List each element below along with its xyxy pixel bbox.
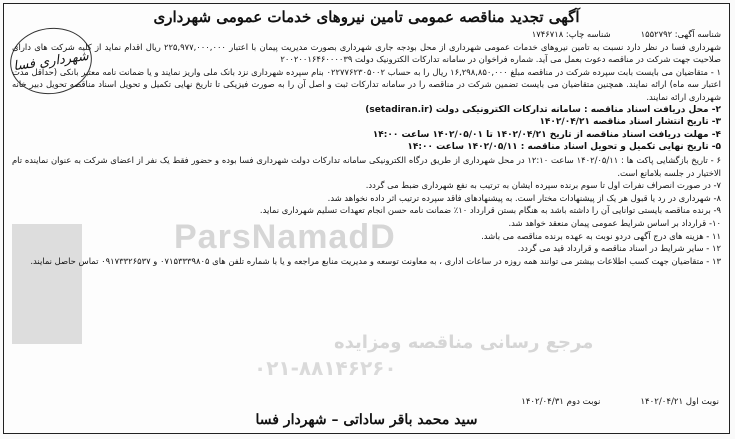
clause-10: ۱۰- قرارداد بر اساس شرایط عمومی پیمان منعقد خواهد شد.	[508, 217, 721, 228]
intro-paragraph: شهرداری فسا در نظر دارد نسبت به تامین نیروهای خدمات عمومی شهرداری از محل بودجه جاری شهرداری بصورت مدیریت پیمان با اعتبار ۲۲۵,۹۷۷,۰۰۰,۰۰۰ ریال اقدام نماید از کلیه شرکت های دارای صلاحیت جهت شرکت در مناقصه دعوت بعمل می آید. شماره فراخوان در سامانه تدارکات الکترونیک دولت ۲۰۰۲۰۰۱۶۴۶۰۰۰۰۳۹	[12, 41, 721, 65]
municipality-emblem: شهرداری فسا	[6, 23, 96, 100]
clause-7: ۷- در صورت انصراف نفرات اول تا سوم برنده سپرده ایشان به ترتیب به نفع شهرداری ضبط می گردد.	[365, 180, 721, 191]
print-id: شناسه چاپ: ۱۷۴۶۷۱۸	[531, 29, 611, 39]
clause-8: ۸- شهرداری در رد یا قبول هر یک از پیشنهادات مختار است. به پیشنهادهای فاقد سپرده ترتیب اثر داده نخواهد شد.	[327, 192, 721, 203]
clause-12: ۱۲ - سایر شرایط در اسناد مناقصه و قرارداد قید می گردد.	[517, 243, 721, 254]
mayor-signature: سید محمد باقر ساداتی – شهردار فسا	[255, 412, 478, 428]
watermark-brand: ParsNamadD	[174, 218, 396, 256]
clause-9: ۹- برنده مناقصه بایستی توانایی آن را داشته باشد به هنگام بستن قرارداد ۱۰٪ ضمانت نامه حسن انجام تعهدات تسلیم شهرداری نماید.	[259, 205, 721, 216]
notice-ids	[12, 28, 721, 41]
clause-3: ۳- تاریخ انتشار اسناد مناقصه ۱۴۰۲/۰۴/۲۱	[539, 117, 721, 128]
clause-6: ۶ - تاریخ بازگشایی پاکت ها : ۱۴۰۲/۰۵/۱۱ ساعت ۱۲:۱۰ در محل شهرداری از طریق درگاه الکترونیکی سامانه تدارکات دولت شهرداری فسا بوده و حضور فقط یک نفر از اعضای شرکت به عنوان نماینده تام الاختیار در جلسه بلامانع است.	[12, 154, 721, 178]
publication-dates	[521, 397, 719, 407]
clause-2: ۲- محل دریافت اسناد مناقصه : سامانه تدارکات الکترونیکی دولت (setadiran.ir)	[365, 104, 721, 115]
second-publication-date: نوبت دوم ۱۴۰۲/۰۴/۳۱	[521, 397, 601, 407]
ad-id: شناسه آگهی: ۱۵۵۲۷۹۲	[640, 29, 721, 39]
notice-frame	[3, 3, 730, 434]
clause-13: ۱۳ - متقاضیان جهت کسب اطلاعات بیشتر می توانند همه روزه در ساعات اداری ، به معاونت توسعه و مدیریت منابع مراجعه و یا با شماره تلفن های ۰۷۱۵۳۳۳۹۸۰۵ و ۰۹۱۷۳۳۲۶۵۳۷ تماس حاصل نمایند.	[30, 255, 721, 266]
notice-title: آگهی تجدید مناقصه عمومی تامین نیروهای خدمات عمومی شهرداری	[153, 8, 580, 26]
clause-1: ۱ - متقاضیان می بایست بابت سپرده شرکت در مناقصه مبلغ ۱۶,۲۹۸,۸۵۰,۰۰۰ ریال را به حساب ۰۲۲۷۷۶۲۳۰۵۰۰۲ بنام سپرده شهرداری نزد بانک ملی واریز نمایند و یا ضمانت نامه معتبر بانکی (حداقل مدت اعتبار سه ماه) ارائه نمایند. همچنین متقاضیان می بایست تضمین شرکت در مناقصه را در سامانه تدارکات ثبت و اصل آن را به صورت فیزیکی تا تاریخ نهایی تکمیل و تحویل اسناد مناقصه تحویل دبیر خانه شهرداری ارائه نمایند.	[12, 66, 721, 102]
notice-body	[12, 28, 721, 267]
watermark-phone: ۰۲۱-۸۸۱۴۶۲۶۰	[254, 356, 397, 380]
first-publication-date: نوبت اول ۱۴۰۲/۰۴/۲۱	[640, 397, 719, 407]
clause-4: ۴- مهلت دریافت اسناد مناقصه از تاریخ ۱۴۰۲/۰۴/۲۱ تا ۱۴۰۲/۰۵/۰۱ ساعت ۱۴:۰۰	[372, 129, 721, 140]
clause-11: ۱۱ - هزینه های درج آگهی دردو نوبت به عهده برنده مناقصه می باشد.	[481, 230, 721, 241]
watermark-subtitle: مرجع رسانی مناقصه ومزایده	[334, 332, 594, 353]
clause-5: ۵- تاریخ نهایی تکمیل و تحویل اسناد مناقصه : ۱۴۰۲/۰۵/۱۱ ساعت ۱۴:۰۰	[407, 142, 721, 153]
